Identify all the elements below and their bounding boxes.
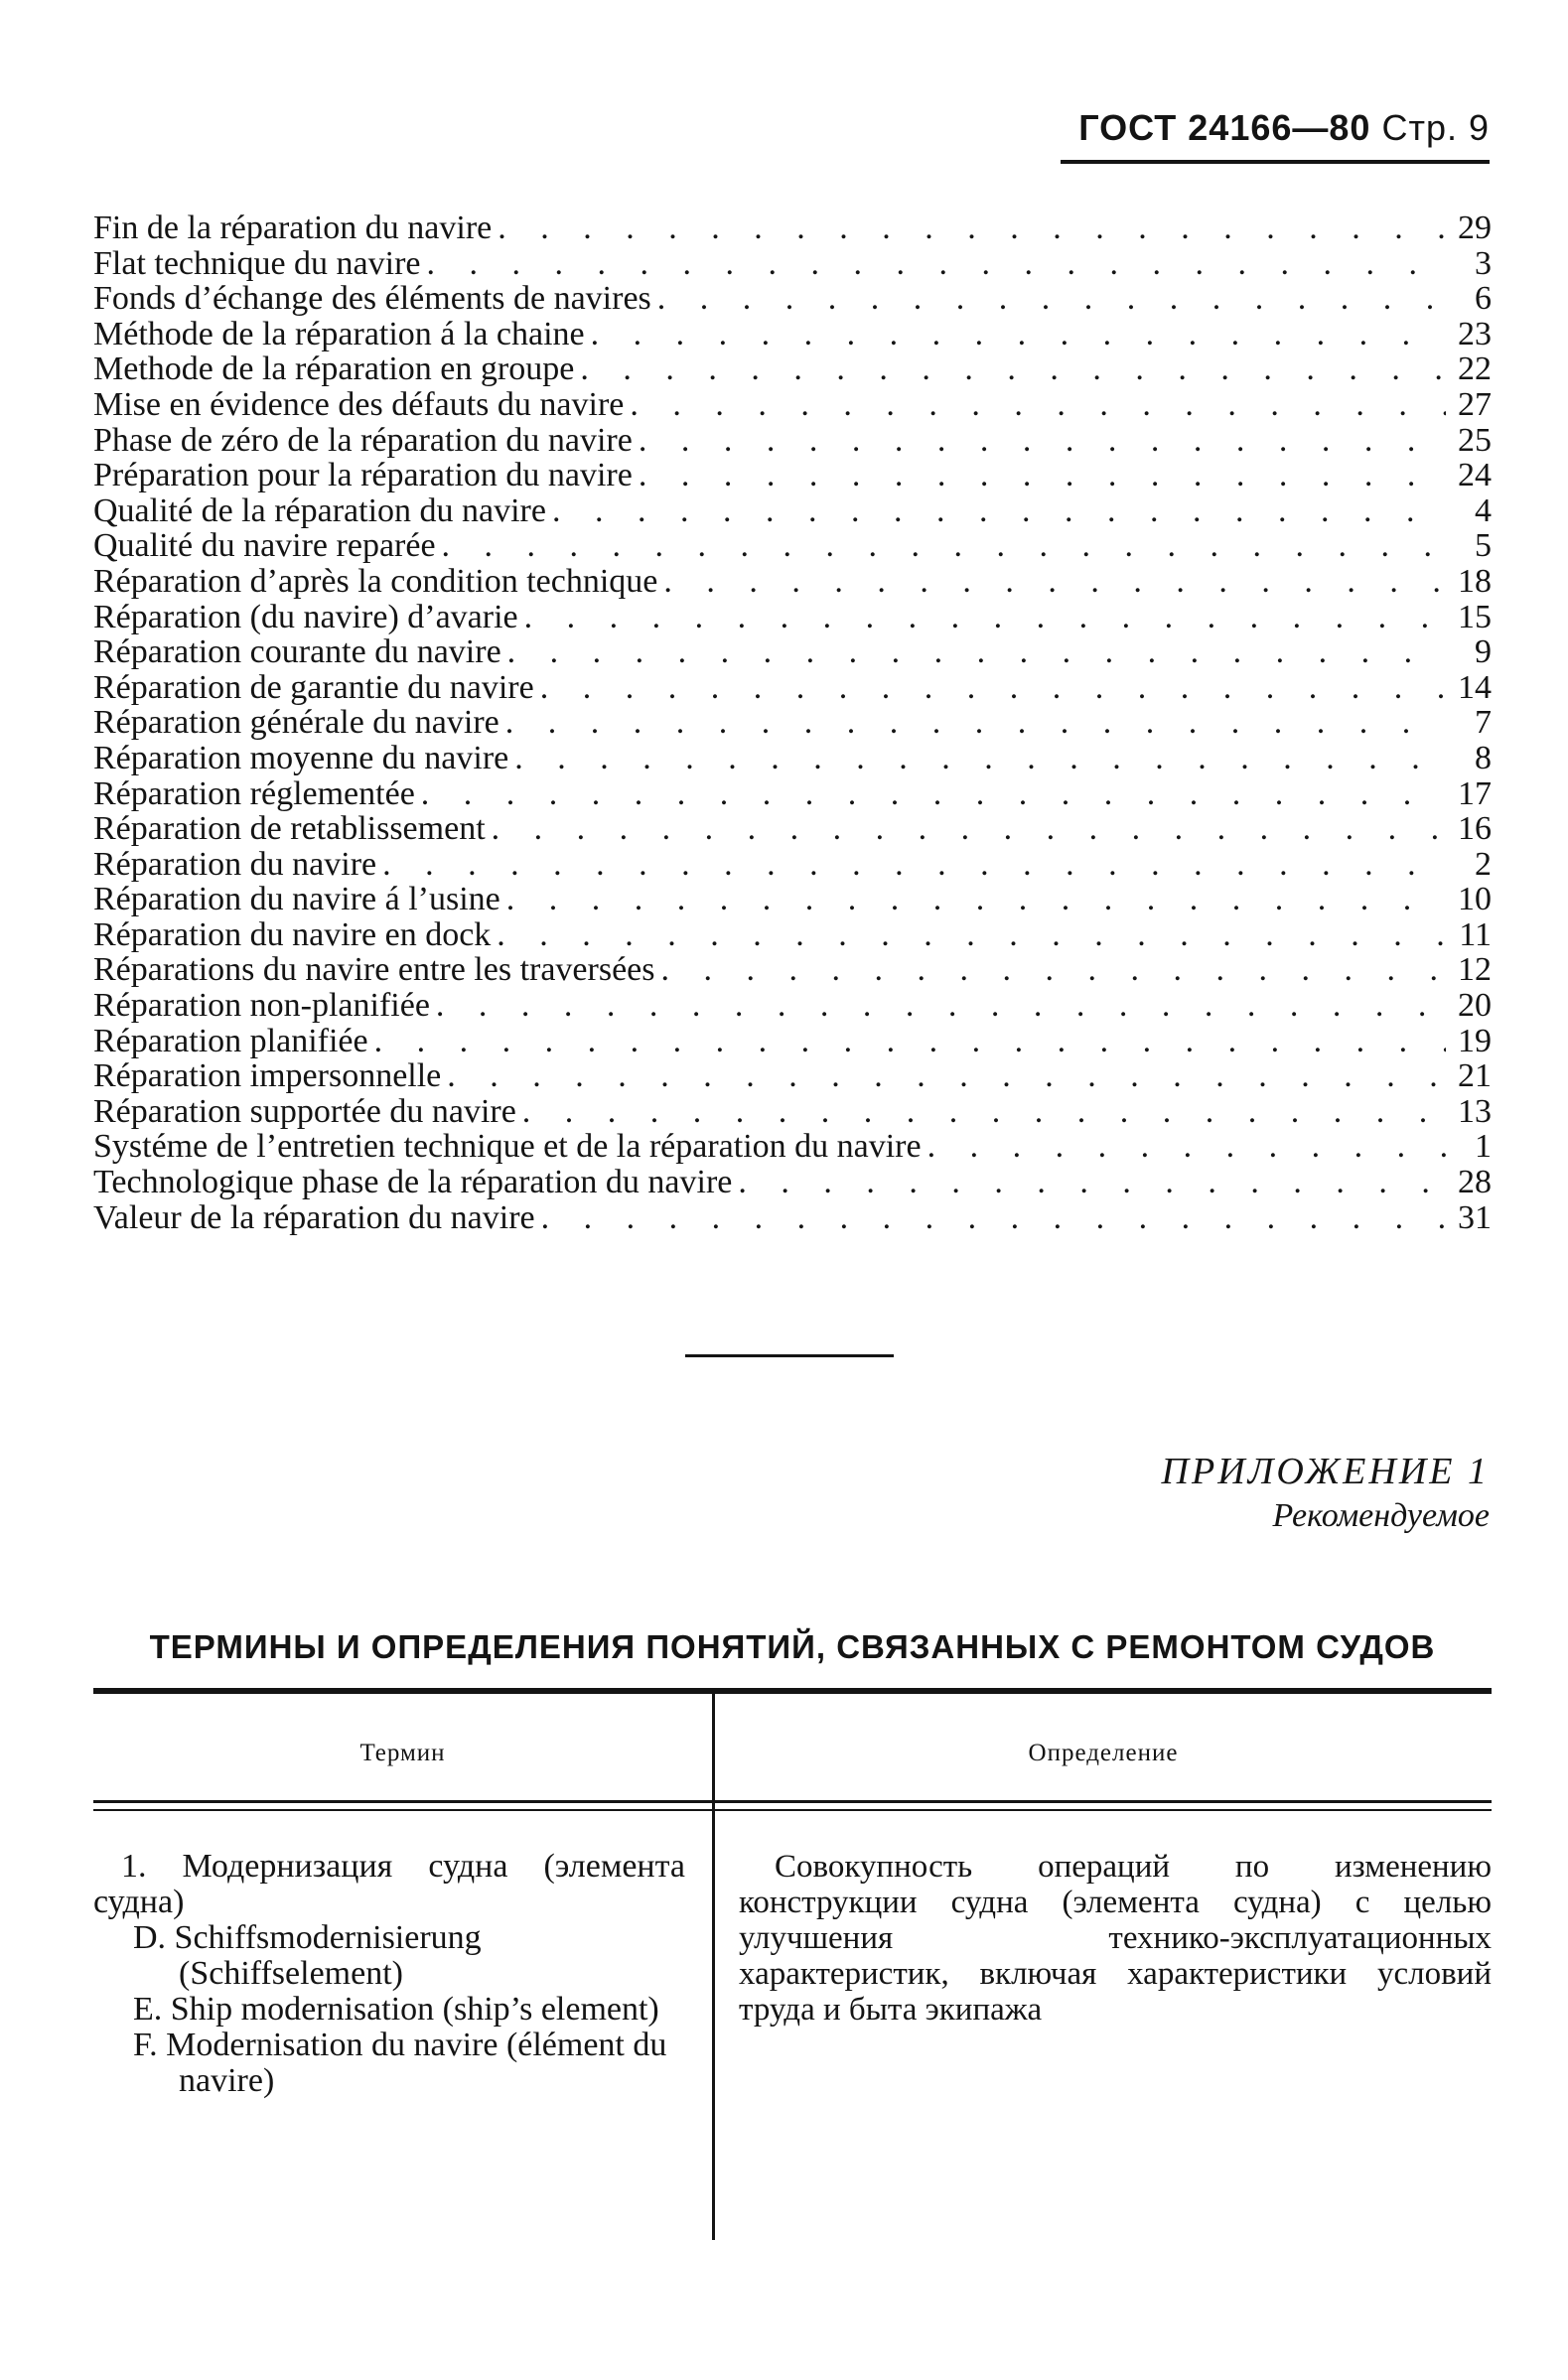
index-row	[93, 600, 1492, 635]
dot-leader	[660, 952, 1446, 988]
dot-leader	[497, 917, 1446, 953]
dot-leader	[663, 564, 1446, 600]
dot-leader	[738, 1165, 1446, 1200]
header-rule	[1061, 160, 1490, 164]
index-row	[93, 1094, 1492, 1130]
dot-leader	[427, 246, 1446, 282]
index-number: 11	[1459, 915, 1492, 953]
index-term: Préparation pour la réparation du navire	[93, 457, 633, 494]
index-term: Qualité du navire reparée	[93, 527, 436, 565]
index-row	[93, 882, 1492, 917]
index-number: 22	[1458, 350, 1492, 388]
index-number: 14	[1458, 668, 1492, 706]
appendix-title: ПРИЛОЖЕНИЕ 1	[1161, 1451, 1490, 1492]
dot-leader	[639, 458, 1446, 493]
column-header-definition: Определение	[1028, 1740, 1179, 1766]
term-english: E. Ship modernisation (ship’s element)	[133, 1991, 659, 2028]
index-row	[93, 210, 1492, 246]
page-header	[1061, 107, 1490, 149]
index-term: Réparation du navire en dock	[93, 915, 492, 953]
index-term: Réparation non-planifiée	[93, 987, 430, 1025]
standard-number: ГОСТ 24166—80	[1078, 107, 1371, 148]
index-term: Réparation courante du navire	[93, 633, 501, 671]
dot-leader	[657, 281, 1446, 317]
index-row	[93, 458, 1492, 493]
index-number: 25	[1458, 421, 1492, 459]
index-row	[93, 281, 1492, 317]
index-row	[93, 423, 1492, 459]
dot-leader	[447, 1058, 1446, 1094]
dot-leader	[507, 634, 1446, 670]
index-number: 28	[1458, 1164, 1492, 1201]
index-row	[93, 387, 1492, 423]
index-number: 13	[1458, 1092, 1492, 1130]
dot-leader	[374, 1024, 1446, 1059]
index-term: Valeur de la réparation du navire	[93, 1198, 535, 1236]
index-number: 8	[1475, 739, 1492, 776]
header-rule-2	[93, 1809, 1492, 1811]
index-row	[93, 1165, 1492, 1200]
term-russian: 1. Модернизация судна (элемента судна)	[93, 1848, 685, 1920]
index-term: Technologique phase de la réparation du navire	[93, 1164, 733, 1201]
index-row	[93, 564, 1492, 600]
index-row	[93, 705, 1492, 741]
dot-leader	[492, 811, 1446, 847]
index-number: 3	[1475, 244, 1492, 282]
index-term: Réparation (du navire) d’avarie	[93, 598, 518, 635]
index-number: 19	[1458, 1022, 1492, 1059]
dot-leader	[552, 493, 1446, 529]
index-row	[93, 246, 1492, 282]
index-term: Réparation générale du navire	[93, 704, 499, 742]
header-rule-1	[93, 1800, 1492, 1803]
index-row	[93, 670, 1492, 706]
index-row	[93, 528, 1492, 564]
index-term: Réparation du navire	[93, 845, 377, 883]
index-row	[93, 493, 1492, 529]
index-term: Réparation moyenne du navire	[93, 739, 509, 776]
index-row	[93, 917, 1492, 953]
dot-leader	[505, 705, 1446, 741]
index-number: 12	[1458, 951, 1492, 989]
index-term: Réparation de retablissement	[93, 810, 486, 848]
dot-leader	[442, 528, 1446, 564]
dot-leader	[630, 387, 1446, 423]
index-term: Réparation d’après la condition technique	[93, 562, 658, 600]
index-term: Systéme de l’entretien technique et de la réparation du navire	[93, 1128, 922, 1166]
index-number: 2	[1475, 845, 1492, 883]
dot-leader	[421, 776, 1446, 812]
dot-leader	[580, 351, 1446, 387]
index-row	[93, 811, 1492, 847]
term-french: F. Modernisation du navire (élément du navire)	[133, 2027, 667, 2099]
index-number: 21	[1458, 1057, 1492, 1095]
index-term: Réparation supportée du navire	[93, 1092, 516, 1130]
column-divider	[712, 1694, 715, 2240]
index-number: 17	[1458, 774, 1492, 812]
index-row	[93, 1200, 1492, 1236]
appendix-subtitle: Рекомендуемое	[1272, 1497, 1490, 1534]
index-number: 18	[1458, 562, 1492, 600]
index-row	[93, 776, 1492, 812]
index-number: 20	[1458, 987, 1492, 1025]
dot-leader	[639, 423, 1446, 459]
index-term: Fin de la réparation du navire	[93, 210, 493, 246]
dot-leader	[436, 988, 1446, 1024]
index-number: 23	[1458, 315, 1492, 352]
index-number: 5	[1475, 527, 1492, 565]
index-row	[93, 634, 1492, 670]
dot-leader	[498, 210, 1446, 246]
index-row	[93, 351, 1492, 387]
index-row	[93, 1024, 1492, 1059]
dot-leader	[541, 1200, 1446, 1236]
index-term: Réparation de garantie du navire	[93, 668, 534, 706]
index-row	[93, 988, 1492, 1024]
dot-leader	[522, 1094, 1446, 1130]
index-term: Réparations du navire entre les traversées	[93, 951, 655, 989]
index-row	[93, 741, 1492, 776]
index-number: 6	[1475, 280, 1492, 318]
column-header-term: Термин	[359, 1740, 446, 1766]
index-row	[93, 1058, 1492, 1094]
index-row	[93, 1129, 1492, 1165]
dot-leader	[927, 1129, 1446, 1165]
index-term: Flat technique du navire	[93, 244, 421, 282]
index-number: 9	[1475, 633, 1492, 671]
table-top-rule	[93, 1688, 1492, 1694]
dot-leader	[382, 847, 1446, 883]
dot-leader	[514, 741, 1446, 776]
index-row	[93, 952, 1492, 988]
index-term: Mise en évidence des défauts du navire	[93, 385, 625, 423]
page-number: Стр. 9	[1381, 107, 1490, 148]
index-term: Qualité de la réparation du navire	[93, 491, 546, 529]
index-term: Méthode de la réparation á la chaine	[93, 315, 585, 352]
definition-cell: Совокупность операций по изменению конструкции судна (элемента судна) с целью улучшения технико-эксплуатационных характеристик, включая характеристики условий труда и быта экипажа	[739, 1849, 1492, 2028]
index-term: Réparation du navire á l’usine	[93, 881, 500, 918]
index-row	[93, 847, 1492, 883]
index-number: 31	[1458, 1198, 1492, 1236]
index-term: Fonds d’échange des éléments de navires	[93, 280, 651, 318]
index-term: Réparation réglementée	[93, 774, 415, 812]
dot-leader	[524, 600, 1446, 635]
dot-leader	[506, 882, 1446, 917]
index-term: Réparation impersonnelle	[93, 1057, 442, 1095]
index-number: 16	[1458, 810, 1492, 848]
appendix-label	[993, 1450, 1490, 1535]
index-number: 29	[1458, 210, 1492, 246]
index-number: 15	[1458, 598, 1492, 635]
term-cell	[93, 1849, 685, 2099]
index-number: 1	[1475, 1128, 1492, 1166]
index-number: 24	[1458, 457, 1492, 494]
term-german: D. Schiffsmodernisierung (Schiffselement)	[133, 1919, 482, 1992]
index-term: Methode de la réparation en groupe	[93, 350, 575, 388]
section-title: ТЕРМИНЫ И ОПРЕДЕЛЕНИЯ ПОНЯТИЙ, СВЯЗАННЫХ С РЕМОНТОМ СУДОВ	[149, 1628, 1436, 1665]
index-number: 27	[1458, 385, 1492, 423]
index-row	[93, 317, 1492, 352]
index-number: 7	[1475, 704, 1492, 742]
term-index	[93, 210, 1492, 1235]
dot-leader	[540, 670, 1446, 706]
index-number: 10	[1458, 881, 1492, 918]
index-term: Réparation planifiée	[93, 1022, 368, 1059]
index-number: 4	[1475, 491, 1492, 529]
dot-leader	[591, 317, 1446, 352]
index-term: Phase de zéro de la réparation du navire	[93, 421, 633, 459]
section-separator	[685, 1354, 894, 1357]
